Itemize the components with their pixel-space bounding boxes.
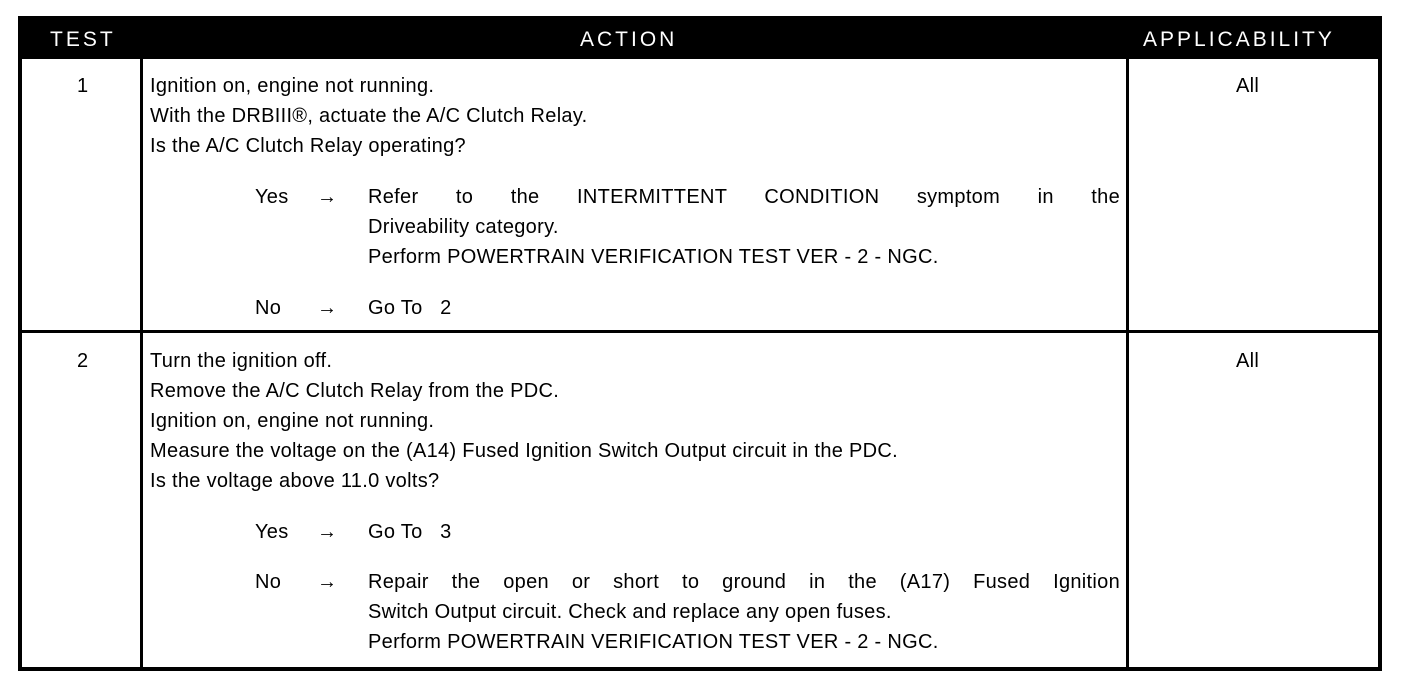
action-step: Ignition on, engine not running. bbox=[150, 410, 435, 432]
yes-label: Yes bbox=[255, 186, 289, 208]
table-header bbox=[22, 20, 1378, 59]
yes-result: Driveability category. bbox=[368, 216, 559, 238]
arrow-icon: → bbox=[317, 571, 338, 593]
action-step: Remove the A/C Clutch Relay from the PDC. bbox=[150, 380, 560, 402]
action-step: Ignition on, engine not running. bbox=[150, 75, 435, 97]
test-number: 1 bbox=[77, 75, 89, 97]
test-number: 2 bbox=[77, 350, 89, 372]
row-divider bbox=[22, 330, 1378, 333]
arrow-icon: → bbox=[317, 521, 338, 543]
header-action: ACTION bbox=[580, 28, 678, 51]
column-divider bbox=[1126, 59, 1129, 668]
arrow-icon: → bbox=[317, 186, 338, 208]
no-label: No bbox=[255, 297, 282, 319]
arrow-icon: → bbox=[317, 297, 338, 319]
applicability-value: All bbox=[1236, 75, 1260, 97]
yes-label: Yes bbox=[255, 521, 289, 543]
header-applicability: APPLICABILITY bbox=[1143, 28, 1335, 51]
action-step: Turn the ignition off. bbox=[150, 350, 333, 372]
diagnostic-table bbox=[18, 16, 1382, 671]
no-result: Go To 2 bbox=[368, 297, 452, 319]
action-step: With the DRBIII®, actuate the A/C Clutch Relay. bbox=[150, 105, 588, 127]
yes-result: Perform POWERTRAIN VERIFICATION TEST VER - 2 - NGC. bbox=[368, 246, 939, 268]
yes-result: Refer to the INTERMITTENT CONDITION symptom in the bbox=[368, 186, 1120, 208]
action-step: Measure the voltage on the (A14) Fused Ignition Switch Output circuit in the PDC. bbox=[150, 440, 899, 462]
column-divider bbox=[140, 59, 143, 668]
yes-result: Go To 3 bbox=[368, 521, 452, 543]
no-result: Perform POWERTRAIN VERIFICATION TEST VER - 2 - NGC. bbox=[368, 631, 939, 653]
no-result: Repair the open or short to ground in the (A17) Fused Ignition bbox=[368, 571, 1120, 593]
action-step: Is the A/C Clutch Relay operating? bbox=[150, 135, 466, 157]
action-step: Is the voltage above 11.0 volts? bbox=[150, 470, 440, 492]
header-test: TEST bbox=[50, 28, 116, 51]
applicability-value: All bbox=[1236, 350, 1260, 372]
no-result: Switch Output circuit. Check and replace any open fuses. bbox=[368, 601, 892, 623]
no-label: No bbox=[255, 571, 282, 593]
